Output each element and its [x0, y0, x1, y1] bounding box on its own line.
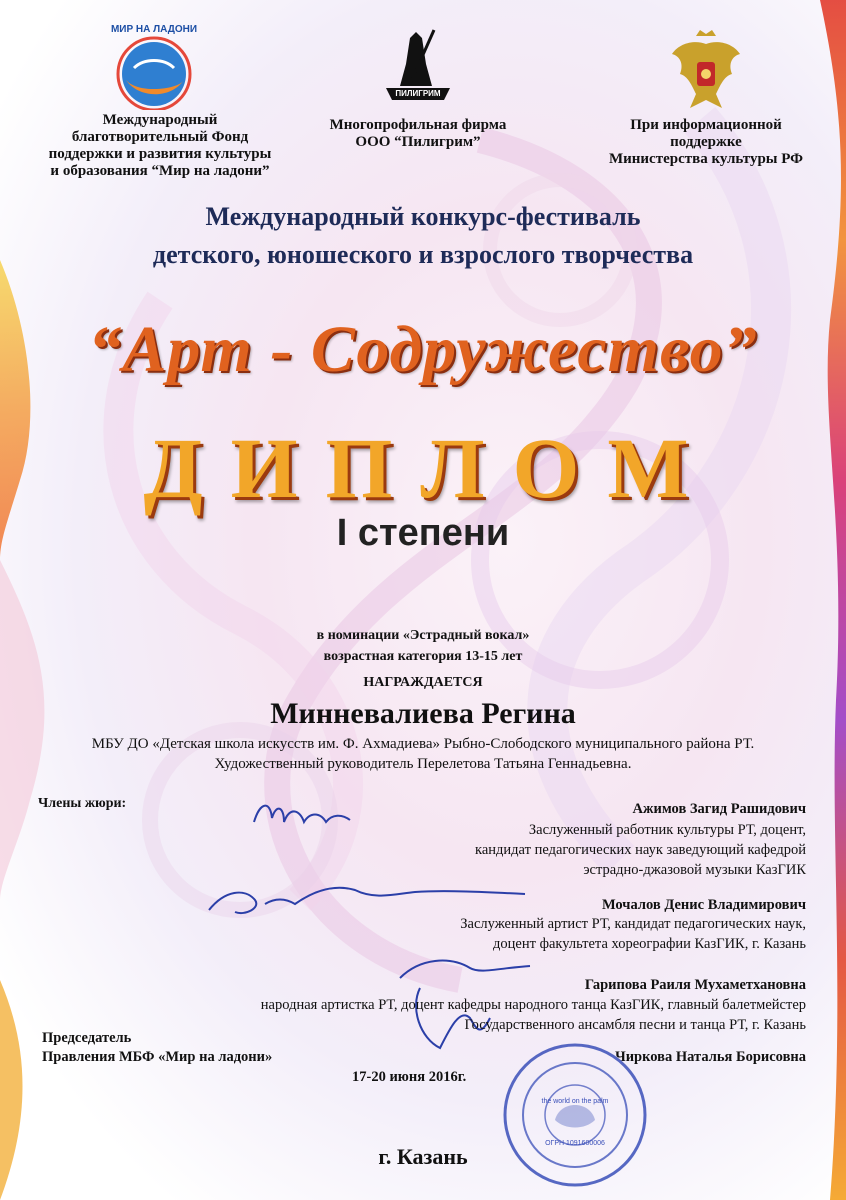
jury-2-desc-2: доцент факультета хореографии КазГИК, г. Казань [493, 936, 806, 952]
festival-heading-2: детского, юношеского и взрослого творчества [152, 240, 694, 269]
logo-title: МИР НА ЛАДОНИ [110, 24, 198, 35]
jury-2-desc-1: Заслуженный артист РТ, кандидат педагогических наук, [460, 916, 806, 932]
russia-coat-of-arms [666, 30, 746, 114]
organizer-firm [300, 117, 536, 151]
mir-na-ladoni-logo [108, 24, 200, 110]
jury-label: Члены жюри: [38, 796, 127, 811]
stamp-inner-text: the world on the palm [541, 1098, 609, 1105]
art-director: Художественный руководитель Перелетова Татьяна Геннадьевна. [214, 756, 632, 772]
jury-3-desc-2: Государственного ансамбля песни и танца РТ, г. Казань [464, 1017, 806, 1033]
piligrim-logo [376, 24, 460, 110]
jury-2-name: Мочалов Денис Владимирович [601, 897, 806, 913]
jury-3-name: Гарипова Раиля Мухаметхановна [584, 977, 806, 993]
city: г. Казань [378, 1144, 468, 1169]
recipient-name: Минневалиева Регина [270, 697, 576, 730]
ministry-line-3: Министерства культуры РФ [608, 151, 804, 167]
organizer-line-2: благотворительный Фонд [71, 129, 249, 145]
double-headed-eagle-icon [666, 30, 746, 114]
festival-heading-1: Международный конкурс-фестиваль [205, 202, 641, 231]
chair-name: Чиркова Наталья Борисовна [615, 1049, 806, 1065]
jury-1-desc-3: эстрадно-джазовой музыки КазГИК [583, 862, 806, 878]
globe-hand-icon [108, 28, 200, 110]
jury-1-desc-2: кандидат педагогических наук заведующий кафедрой [475, 842, 806, 858]
awarded-label: НАГРАЖДАЕТСЯ [363, 675, 483, 690]
festival-name: “Арт - Содружество” [88, 313, 758, 386]
organizer-line-4: и образования “Мир на ладони” [50, 163, 270, 179]
firm-line-2: ООО “Пилигрим” [355, 134, 481, 150]
ministry-support [588, 117, 824, 168]
firm-line-1: Многопрофильная фирма [329, 117, 507, 133]
piligrim-logo-text: ПИЛИГРИМ [395, 89, 441, 98]
ministry-line-2: поддержке [670, 134, 742, 150]
organizer-line-3: поддержки и развития культуры [48, 146, 272, 162]
organizer-line-1: Международный [102, 112, 218, 128]
organizer-fund [30, 112, 290, 180]
chair-org: Правления МБФ «Мир на ладони» [42, 1049, 273, 1065]
chair-title: Председатель [42, 1030, 132, 1046]
jury-3-desc-1: народная артистка РТ, доцент кафедры народного танца КазГИК, главный балетмейстер [260, 997, 806, 1013]
event-date: 17-20 июня 2016г. [352, 1069, 467, 1085]
jury-1-name: Ажимов Загид Рашидович [632, 801, 806, 817]
stamp-code: ОГРН 1091600006 [545, 1140, 605, 1147]
nomination: в номинации «Эстрадный вокал» [316, 628, 530, 643]
jury-1-desc-1: Заслуженный работник культуры РТ, доцент, [528, 822, 806, 838]
age-category: возрастная категория 13-15 лет [323, 649, 523, 664]
ministry-line-1: При информационной [630, 117, 782, 133]
diploma-degree: I степени [336, 512, 510, 554]
school-name: МБУ ДО «Детская школа искусств им. Ф. Ахмадиева» Рыбно-Слободского муниципального района РТ. [91, 736, 755, 752]
diploma-title: ДИПЛОМ [143, 420, 717, 516]
